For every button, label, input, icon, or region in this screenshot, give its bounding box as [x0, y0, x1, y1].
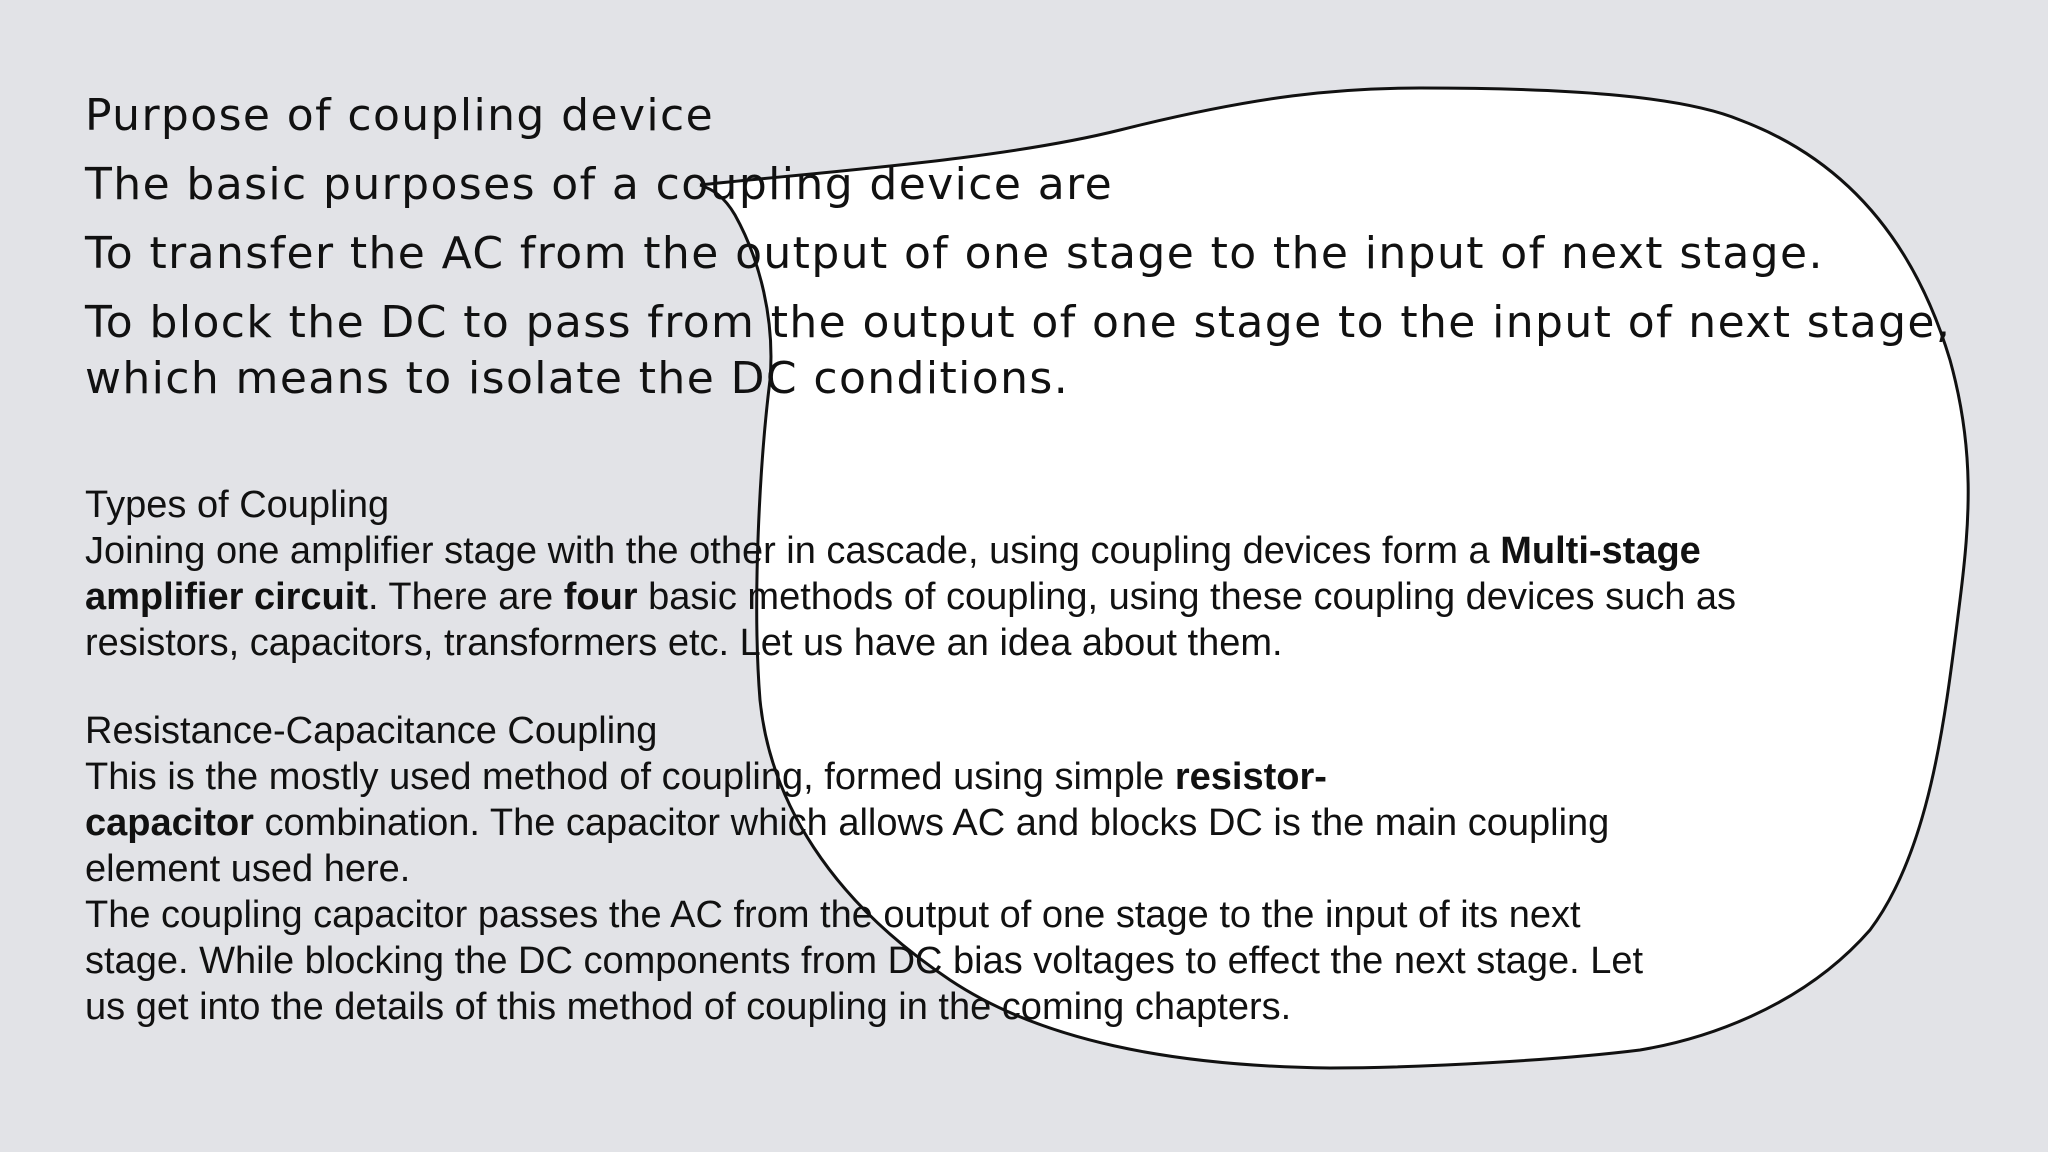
types-bold-text: Multi-stage: [1500, 530, 1701, 572]
types-text: basic methods of coupling, using these coupling devices such as: [637, 576, 1737, 618]
types-paragraph-line-3: resistors, capacitors, transformers etc. Let us have an idea about them.: [85, 622, 1283, 664]
rc-paragraph-line-6: us get into the details of this method of coupling in the coming chapters.: [85, 986, 1292, 1028]
rc-paragraph-line-2: [85, 800, 2045, 846]
types-paragraph-line-2: [85, 574, 2045, 620]
rc-paragraph-line-5: stage. While blocking the DC components from DC bias voltages to effect the next stage. Let: [85, 940, 1644, 982]
types-text: Joining one amplifier stage with the other in cascade, using coupling devices form a: [85, 530, 1501, 572]
rc-bold-text: resistor-: [1174, 756, 1327, 798]
types-bold-text: amplifier circuit: [85, 576, 368, 618]
rc-paragraph-line-4: The coupling capacitor passes the AC from the output of one stage to the input of its next: [85, 894, 1581, 936]
types-title: Types of Coupling: [85, 484, 390, 526]
rc-text: This is the mostly used method of coupling, formed using simple: [85, 756, 1175, 798]
rc-text: combination. The capacitor which allows AC and blocks DC is the main coupling: [253, 802, 1610, 844]
types-bold-text: four: [563, 576, 638, 618]
slide-content: [85, 88, 2045, 1030]
page-title: Purpose of coupling device: [85, 90, 715, 141]
rc-paragraph-line-1: [85, 754, 2045, 800]
rc-title: Resistance-Capacitance Coupling: [85, 710, 658, 752]
rc-bold-text: capacitor: [85, 802, 254, 844]
intro-text: The basic purposes of a coupling device are: [85, 159, 1114, 210]
rc-section: [85, 708, 2045, 1030]
rc-paragraph-line-3: element used here.: [85, 848, 411, 890]
types-text: . There are: [367, 576, 564, 618]
purpose-item-2: [85, 295, 2045, 407]
types-paragraph-line-1: [85, 528, 2045, 574]
types-section: [85, 482, 2045, 666]
purpose-item-2-line-1: To block the DC to pass from the output of one stage to the input of next stage,: [85, 297, 1952, 348]
purpose-item-1: To transfer the AC from the output of one stage to the input of next stage.: [85, 228, 1824, 279]
purpose-item-2-line-2: which means to isolate the DC conditions.: [85, 353, 1070, 404]
